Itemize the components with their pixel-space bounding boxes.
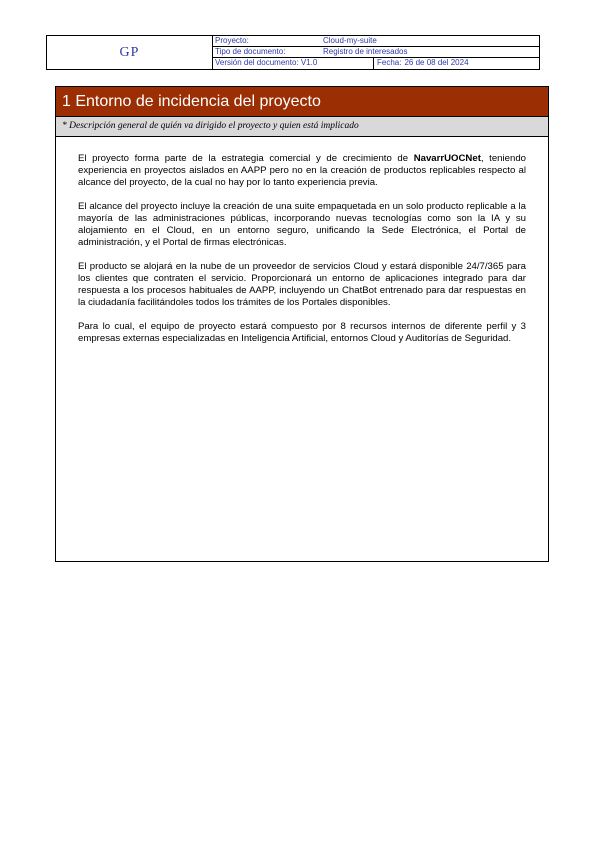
paragraph-1 bbox=[78, 153, 526, 189]
fecha bbox=[377, 58, 469, 68]
paragraph-1-start: El proyecto forma parte de la estrategia comercial y de crecimiento de bbox=[78, 153, 414, 164]
header-row-tipo bbox=[213, 47, 539, 58]
fecha-value: 26 de 08 del 2024 bbox=[404, 58, 469, 67]
section-entorno bbox=[55, 86, 549, 562]
header-row-proyecto bbox=[213, 36, 539, 47]
logo: GP bbox=[47, 36, 213, 69]
header-row-version bbox=[213, 58, 539, 70]
proyecto-label: Proyecto: bbox=[215, 36, 249, 45]
document-header bbox=[46, 35, 540, 70]
section-subtitle: * Descripción general de quién va dirigido el proyecto y quien está implicado bbox=[56, 117, 548, 137]
paragraph-3: El producto se alojará en la nube de un proveedor de servicios Cloud y estará disponible 24/7/365 para los clientes que contraten el servicio. Proporcionará un entorno de aplicaciones integrado para dar respuesta a los procesos habituales de AAPP, incluyendo un ChatBot entrenado para dar respuestas en la ciudadanía facilitándoles todos los trámites de los Portales disponibles. bbox=[78, 261, 526, 308]
fecha-divider bbox=[373, 58, 374, 70]
paragraph-1-end: , teniendo experiencia en proyectos aislados en AAPP pero no en la creación de productos replicables respecto al alcance del proyecto, de la cual no hay por lo tanto experiencia previa. bbox=[78, 153, 526, 188]
brand-name: NavarrUOCNet bbox=[413, 153, 481, 164]
version-label: Versión del documento: V1.0 bbox=[215, 58, 318, 67]
paragraph-2: El alcance del proyecto incluye la creación de una suite empaquetada en un solo producto replicable a la mayoría de las administraciones públicas, incorporando nuevas tecnologías como son la IA y su alojamiento en el Cloud, en un entorno seguro, unificando la Sede Electrónica, el Portal de administración, y el Portal de firmas electrónicas. bbox=[78, 201, 526, 248]
fecha-label: Fecha: bbox=[377, 58, 402, 67]
paragraph-4: Para lo cual, el equipo de proyecto estará compuesto por 8 recursos internos de diferente perfil y 3 empresas externas especializadas en Inteligencia Artificial, entornos Cloud y Auditorías de Seguridad. bbox=[78, 321, 526, 344]
section-title: 1 Entorno de incidencia del proyecto bbox=[56, 87, 548, 117]
tipo-value: Registro de interesados bbox=[323, 47, 408, 56]
header-meta-grid bbox=[213, 36, 539, 69]
section-body bbox=[78, 153, 526, 357]
proyecto-value: Cloud-my-suite bbox=[323, 36, 377, 45]
tipo-label: Tipo de documento: bbox=[215, 47, 286, 56]
